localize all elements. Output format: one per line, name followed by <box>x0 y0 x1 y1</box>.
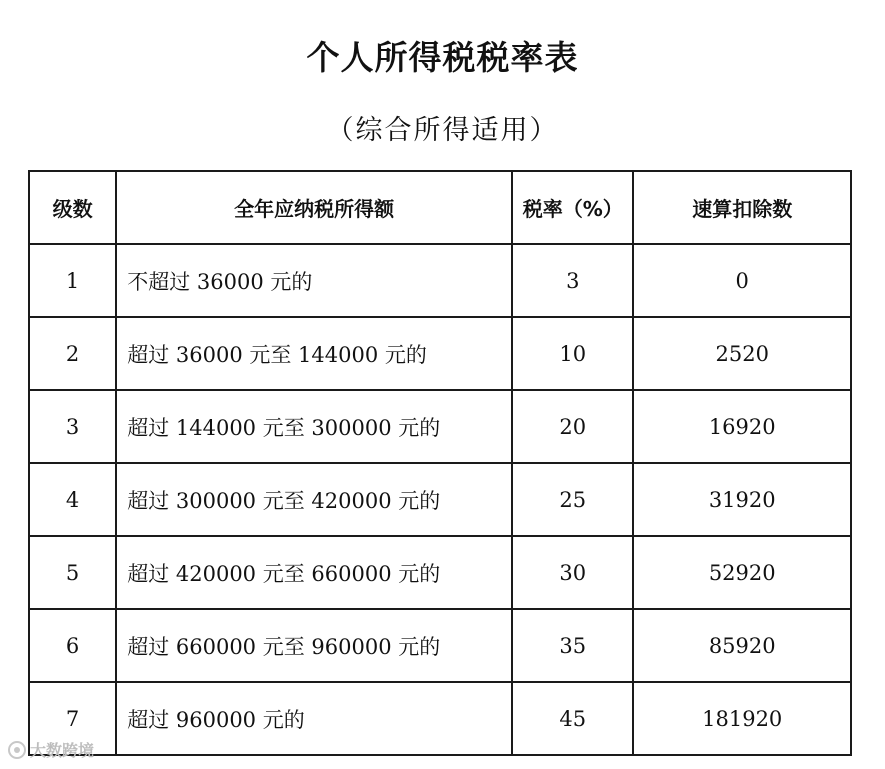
table-row <box>29 609 851 682</box>
cell-income: 超过 420000 元至 660000 元的 <box>116 536 512 609</box>
cell-deduction: 31920 <box>633 463 851 536</box>
cell-rate: 30 <box>512 536 633 609</box>
header-level: 级数 <box>29 171 116 244</box>
logo-icon <box>8 741 26 759</box>
watermark-text: 大数跨境 <box>30 741 95 760</box>
cell-income: 超过 144000 元至 300000 元的 <box>116 390 512 463</box>
cell-rate: 3 <box>512 244 633 317</box>
page-subtitle: （综合所得适用） <box>326 115 559 146</box>
table-row <box>29 682 851 755</box>
cell-level: 1 <box>29 244 116 317</box>
watermark <box>8 738 94 761</box>
cell-level: 6 <box>29 609 116 682</box>
cell-rate: 25 <box>512 463 633 536</box>
cell-income: 超过 300000 元至 420000 元的 <box>116 463 512 536</box>
cell-level: 3 <box>29 390 116 463</box>
cell-deduction: 2520 <box>633 317 851 390</box>
cell-income: 不超过 36000 元的 <box>116 244 512 317</box>
cell-rate: 45 <box>512 682 633 755</box>
cell-level: 5 <box>29 536 116 609</box>
cell-deduction: 0 <box>633 244 851 317</box>
cell-income: 超过 960000 元的 <box>116 682 512 755</box>
tax-rate-table <box>28 170 852 756</box>
cell-deduction: 181920 <box>633 682 851 755</box>
table-row <box>29 536 851 609</box>
cell-level: 7 <box>29 682 116 755</box>
cell-rate: 20 <box>512 390 633 463</box>
table-row <box>29 463 851 536</box>
page-title: 个人所得税税率表 <box>306 38 579 77</box>
cell-income: 超过 660000 元至 960000 元的 <box>116 609 512 682</box>
table-header-row <box>29 171 851 244</box>
table-row <box>29 244 851 317</box>
table-row <box>29 317 851 390</box>
table-row <box>29 390 851 463</box>
cell-deduction: 52920 <box>633 536 851 609</box>
cell-level: 2 <box>29 317 116 390</box>
cell-income: 超过 36000 元至 144000 元的 <box>116 317 512 390</box>
cell-rate: 10 <box>512 317 633 390</box>
cell-deduction: 85920 <box>633 609 851 682</box>
header-quick-deduction: 速算扣除数 <box>633 171 851 244</box>
cell-deduction: 16920 <box>633 390 851 463</box>
cell-rate: 35 <box>512 609 633 682</box>
header-taxable-income: 全年应纳税所得额 <box>116 171 512 244</box>
cell-level: 4 <box>29 463 116 536</box>
header-tax-rate: 税率（%） <box>512 171 633 244</box>
